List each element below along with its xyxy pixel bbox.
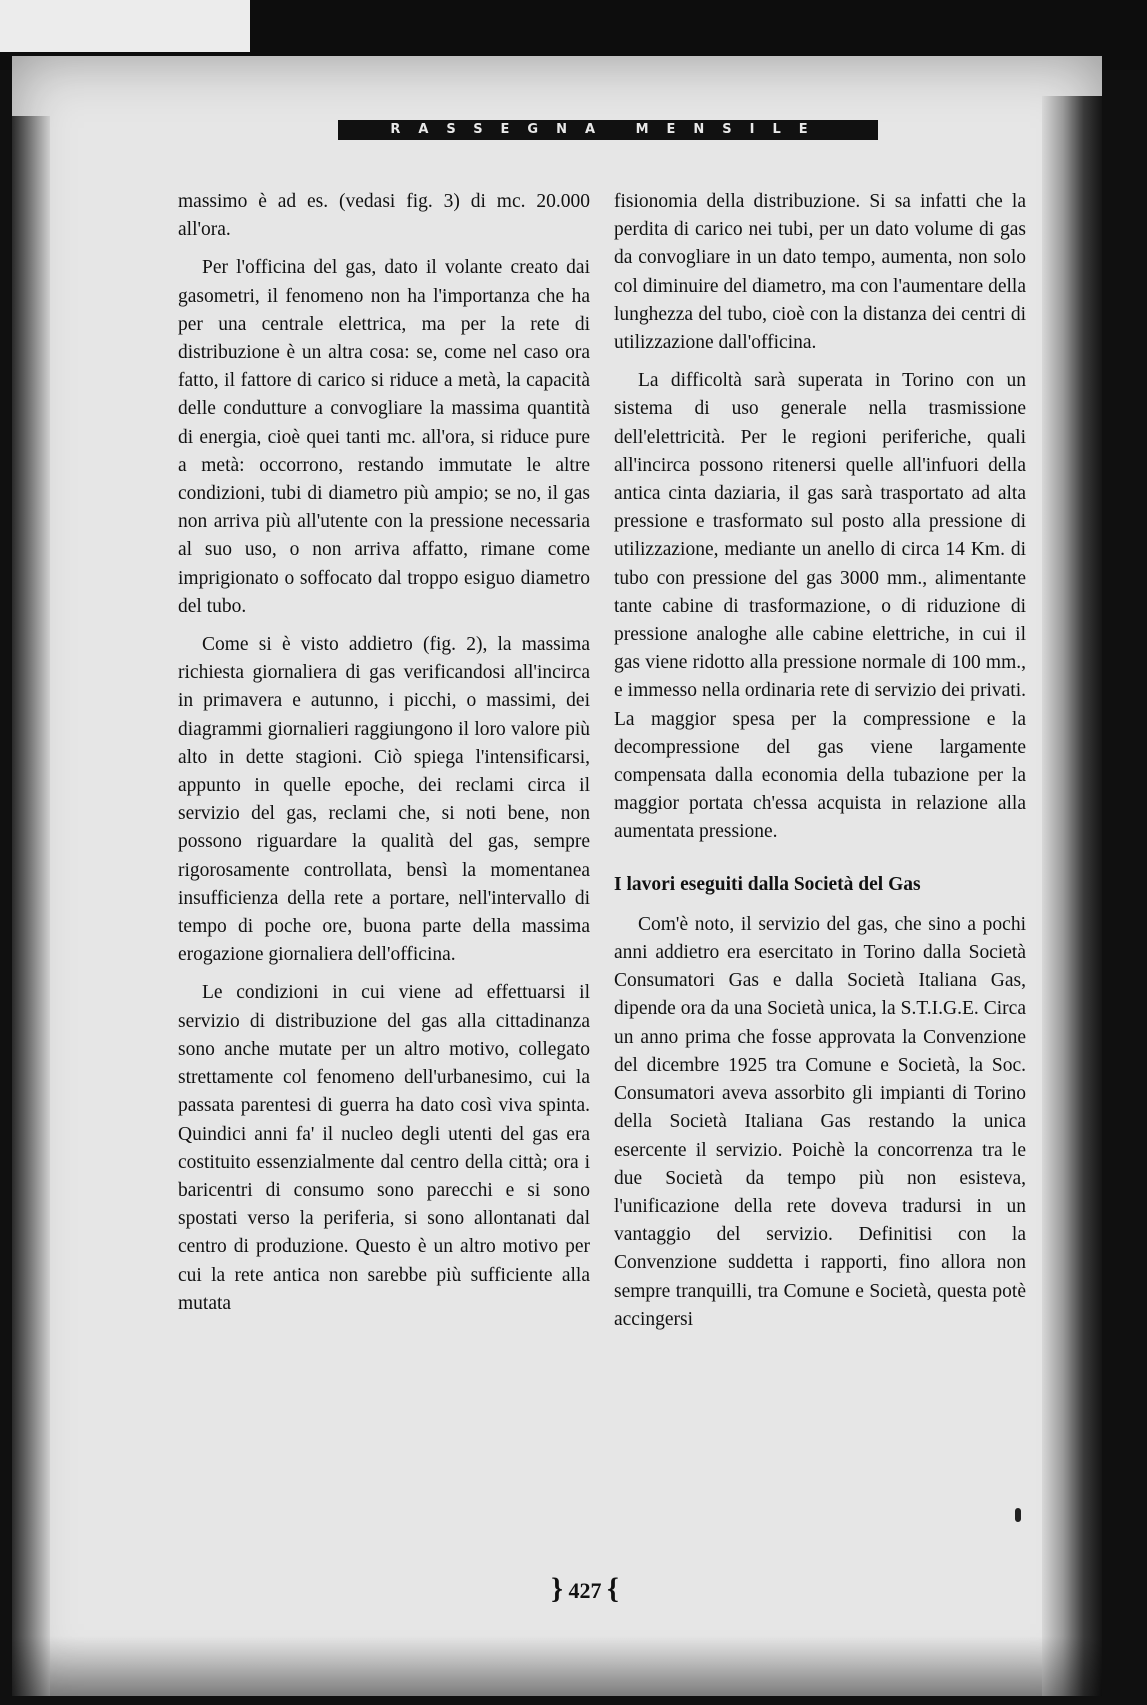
page-number-value: 427 xyxy=(568,1578,602,1603)
left-column xyxy=(178,188,590,1318)
scan-top-notch xyxy=(0,0,250,52)
page-number xyxy=(540,1572,630,1606)
left-paragraph-4: Le condizioni in cui viene ad effettuarsi il servizio di distribuzione del gas alla cittadinanza sono anche mutate per un altro motivo, collegato strettamente col fenomeno dell'urbanesimo, cui la passata parentesi di guerra ha dato così viva spinta. Quindici anni fa' il nucleo degli utenti del gas era costituito essenzialmente dal centro della città; ora i baricentri di consumo sono parecchi e si sono spostati verso la periferia, si sono allontanati dal centro di produzione. Questo è un altro motivo per cui la rete antica non sarebbe più sufficiente alla mutata xyxy=(178,982,590,1314)
page-binding-shadow xyxy=(1042,96,1102,1696)
left-paragraph-3: Come si è visto addietro (fig. 2), la massima richiesta giornaliera di gas verificandosi all'incirca in primavera e autunno, i picchi, o massimi, dei diagrammi giornalieri raggiungono il loro valore più alto in dette stagioni. Ciò spiega l'intensificarsi, appunto in quelle epoche, dei reclami circa il servizio del gas, reclami che, si noti bene, non possono riguardare la qualità del gas, sempre rigorosamente controllata, bensì la momentanea insufficienza della rete a portare, nell'intervallo di tempo di poche ore, buona parte della massima erogazione giornaliera dell'officina. xyxy=(178,634,590,966)
right-column xyxy=(614,188,1026,1334)
page-bottom-shadow xyxy=(12,1636,1102,1696)
folio-bracket-right: { xyxy=(607,1572,619,1605)
right-paragraph-1: fisionomia della distribuzione. Si sa infatti che la perdita di carico nei tubi, per un dato volume di gas da convogliare in un dato tempo, aumenta, non solo col diminuire del diametro, ma con l'aumentare della lunghezza del tubo, cioè con la distanza dei centri di utilizzazione dall'officina. xyxy=(614,191,1026,354)
right-paragraph-3: Com'è noto, il servizio del gas, che sino a pochi anni addietro era esercitato in Torino dalla Società Consumatori Gas e dalla Società Italiana Gas, dipende ora da una Società unica, la S.T.I.G.E. Circa un anno prima che fosse approvata la Convenzione del dicembre 1925 tra Comune e Società, la Soc. Consumatori aveva assorbito gli impianti di Torino della Società Italiana Gas restando la unica esercente il servizio. Poichè la concorrenza tra le due Società da tempo più non esisteva, l'unificazione della rete doveva tradursi in un vantaggio del servizio. Definitisi con la Convenzione suddetta i rapporti, fino allora non sempre tranquilli, tra Comune e Società, questa potè accingersi xyxy=(614,913,1026,1330)
page-left-edge xyxy=(12,116,50,1696)
folio-bracket-left: } xyxy=(551,1572,563,1605)
section-heading: I lavori eseguiti dalla Società del Gas xyxy=(614,873,921,895)
left-paragraph-2: Per l'officina del gas, dato il volante creato dai gasometri, il fenomeno non ha l'importanza che ha per una centrale elettrica, ma per la rete di distribuzione è un altra cosa: se, come nel caso ora fatto, il fattore di carico si riduce a metà, la capacità delle condutture a convogliare la massima quantità di energia, cioè quei tanti mc. all'ora, si riduce pure a metà: occorrono, restando immutate le altre condizioni, tubi di diametro più ampio; se no, il gas non arriva più all'utente con la pressione necessaria al suo uso, o non arriva affatto, rimane come imprigionato o soffocato dal troppo esiguo diametro del tubo. xyxy=(178,257,590,617)
scan-speck xyxy=(1015,1508,1021,1522)
left-paragraph-1: massimo è ad es. (vedasi fig. 3) di mc. 20.000 all'ora. xyxy=(178,191,590,241)
right-paragraph-2: La difficoltà sarà superata in Torino con un sistema di uso generale nella trasmissione dell'elettricità. Per le regioni periferiche, quali all'incirca possono ritenersi quelle all'infuori della antica cinta daziaria, il gas sarà trasportato ad alta pressione e trasformato sul posto alla pressione di utilizzazione, mediante un anello di circa 14 Km. di tubo con pressione del gas 3000 mm., alimentante tante cabine di trasformazione, o di riduzione di pressione analoghe alle cabine elettriche, in cui il gas viene ridotto alla pressione normale di 100 mm., e immesso nella ordinaria rete di servizio dei privati. La maggior spesa per la compressione e la decompressione del gas viene largamente compensata dalla economia della tubazione per la maggior portata ch'essa acquista in relazione alla aumentata pressione. xyxy=(614,370,1026,843)
running-header: RASSEGNA MENSILE xyxy=(338,120,878,140)
